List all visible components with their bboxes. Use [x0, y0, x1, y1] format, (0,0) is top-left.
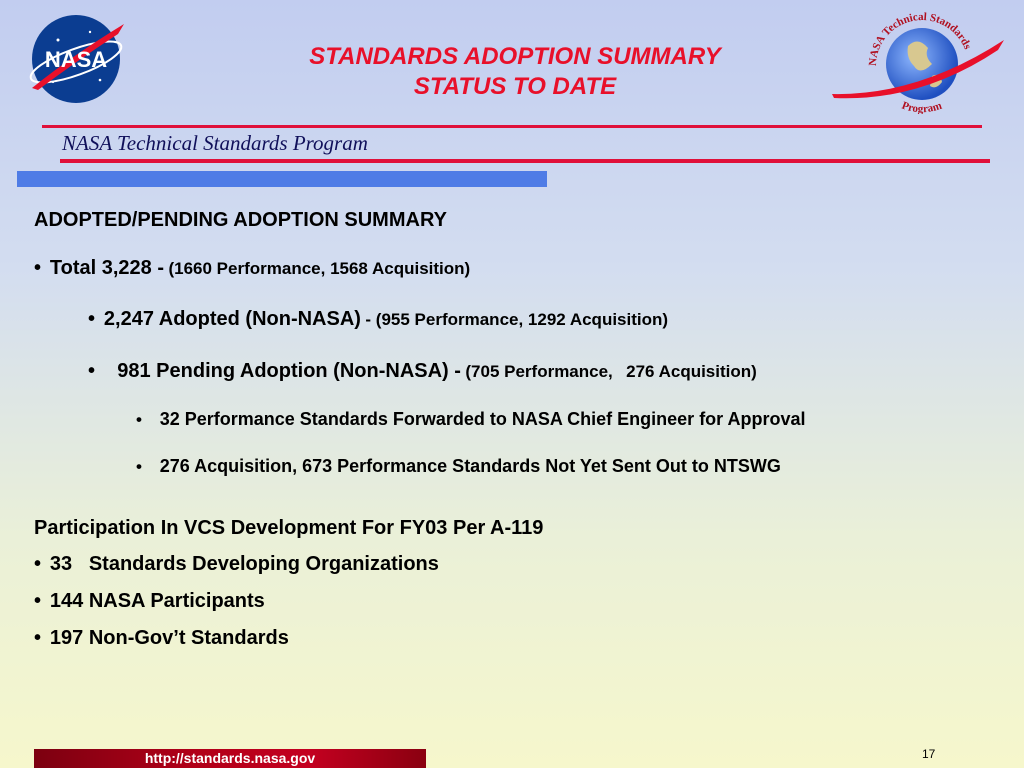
title-line-1: STANDARDS ADOPTION SUMMARY: [309, 43, 721, 70]
nasa-logo: [18, 10, 128, 108]
bullet: •: [88, 360, 96, 382]
participation-item-1: 33 Standards Developing Organizations: [49, 553, 439, 575]
participation-heading: Participation In VCS Development For FY03 Per A-119: [34, 517, 544, 539]
bullet: •: [136, 457, 142, 476]
list-item-total: [34, 257, 470, 280]
list-item-pending: [88, 360, 757, 383]
pending-detail-b: 276 Acquisition): [626, 362, 757, 381]
sub-2-text: 276 Acquisition, 673 Performance Standards Not Yet Sent Out to NTSWG: [159, 456, 781, 476]
total-main: Total 3,228 -: [49, 257, 165, 279]
participation-item-2: 144 NASA Participants: [49, 590, 265, 612]
seal-text-top: NASA Technical Standards: [866, 10, 974, 67]
bullet: •: [34, 627, 42, 649]
list-item: [34, 553, 439, 576]
page-number: 17: [922, 747, 936, 761]
nasa-logo-text: NASA: [44, 47, 108, 72]
list-item: [34, 590, 265, 613]
bullet: •: [136, 410, 142, 429]
sub-1-text: 32 Performance Standards Forwarded to NASA Chief Engineer for Approval: [159, 409, 806, 429]
svg-text:Program: [900, 100, 943, 114]
summary-heading: ADOPTED/PENDING ADOPTION SUMMARY: [34, 209, 447, 231]
bullet: •: [88, 308, 96, 330]
divider-top: [42, 125, 982, 128]
seal-text-bottom: Program: [900, 99, 944, 114]
standards-program-seal: [828, 6, 1016, 114]
accent-bar: [17, 171, 547, 187]
list-item-sub-1: [136, 409, 806, 430]
adopted-main: 2,247 Adopted (Non-NASA): [103, 308, 361, 330]
pending-detail-a: (705 Performance,: [465, 362, 613, 381]
list-item-adopted: [88, 308, 668, 331]
footer-bar: [34, 749, 426, 768]
page-title: [200, 42, 830, 102]
pending-main: 981 Pending Adoption (Non-NASA) -: [117, 360, 461, 382]
footer-url-link[interactable]: http://standards.nasa.gov: [144, 750, 316, 766]
program-name: NASA Technical Standards Program: [62, 131, 368, 155]
bullet: •: [34, 590, 42, 612]
list-item-sub-2: [136, 456, 781, 477]
adopted-detail: - (955 Performance, 1292 Acquisition): [365, 310, 669, 329]
title-line-2: STATUS TO DATE: [413, 73, 617, 100]
participation-item-3: 197 Non-Gov’t Standards: [49, 627, 289, 649]
bullet: •: [34, 257, 42, 279]
total-detail: (1660 Performance, 1568 Acquisition): [168, 259, 471, 278]
divider-bottom: [60, 159, 990, 163]
list-item: [34, 627, 289, 650]
bullet: •: [34, 553, 42, 575]
